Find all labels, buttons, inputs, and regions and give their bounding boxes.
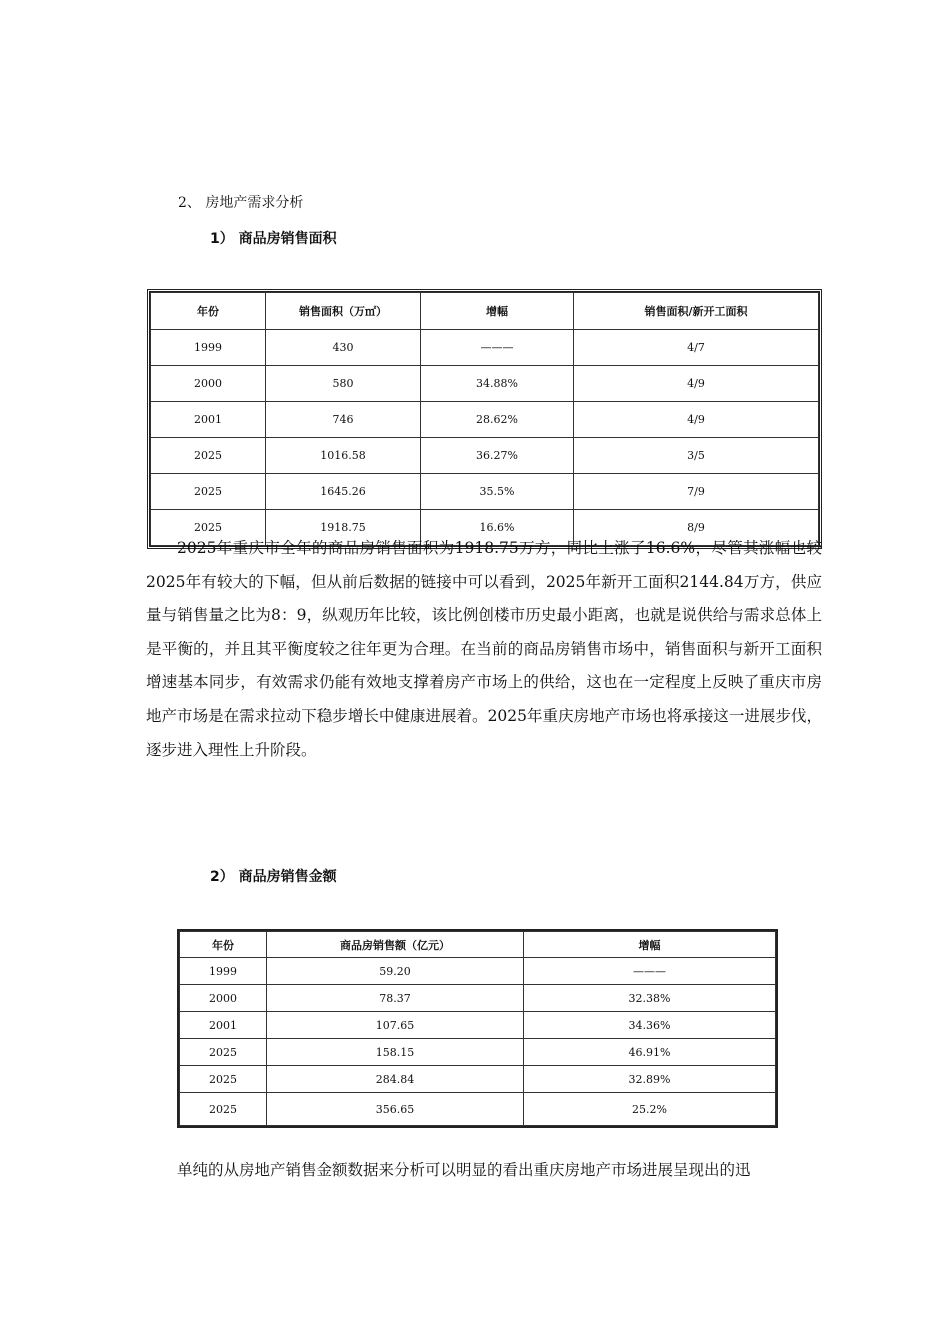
cell-sales-amount: 59.20 xyxy=(267,958,524,985)
cell-growth: 32.89% xyxy=(524,1066,776,1093)
cell-growth: 16.6% xyxy=(421,510,574,546)
cell-sales-area: 1016.58 xyxy=(266,438,421,474)
table-row xyxy=(180,958,776,985)
cell-year: 1999 xyxy=(180,958,267,985)
cell-year: 2025 xyxy=(151,474,266,510)
cell-sales-amount: 158.15 xyxy=(267,1039,524,1066)
cell-year: 1999 xyxy=(151,330,266,366)
cell-growth: 32.38% xyxy=(524,985,776,1012)
section-heading: 2、 房地产需求分析 xyxy=(178,195,304,211)
table-row xyxy=(151,330,819,366)
cell-growth: 28.62% xyxy=(421,402,574,438)
table-row xyxy=(180,985,776,1012)
sales-amount-table-frame xyxy=(177,929,778,1128)
cell-sales-amount: 356.65 xyxy=(267,1093,524,1126)
table-row xyxy=(180,1039,776,1066)
analysis-paragraph-2: 单纯的从房地产销售金额数据来分析可以明显的看出重庆房地产市场进展呈现出的迅 xyxy=(177,1161,751,1179)
cell-growth: 34.36% xyxy=(524,1012,776,1039)
cell-growth: 36.27% xyxy=(421,438,574,474)
table-row xyxy=(151,366,819,402)
cell-ratio: 8/9 xyxy=(574,510,819,546)
table-row xyxy=(151,402,819,438)
cell-sales-area: 746 xyxy=(266,402,421,438)
table-row xyxy=(151,474,819,510)
cell-sales-amount: 107.65 xyxy=(267,1012,524,1039)
cell-year: 2025 xyxy=(151,510,266,546)
table-row xyxy=(180,1093,776,1126)
table1-title: 1） 商品房销售面积 xyxy=(210,231,337,247)
header-year: 年份 xyxy=(180,932,267,958)
table-header-row xyxy=(180,932,776,958)
cell-year: 2000 xyxy=(180,985,267,1012)
cell-year: 2025 xyxy=(180,1093,267,1126)
analysis-paragraph-1: 2025年重庆市全年的商品房销售面积为1918.75万方，同比上涨了16.6%，尽管其涨幅也较2025年有较大的下幅，但从前后数据的链接中可以看到，2025年新开工面积2144.84万方，供应量与销售量之比为8：9，纵观历年比较，该比例创楼市历史最小距离，也就是说供给与需求总体上是平衡的，并且其平衡度较之往年更为合理。在当前的商品房销售市场中，销售面积与新开工面积增速基本同步，有效需求仍能有效地支撑着房产市场上的供给，这也在一定程度上反映了重庆市房地产市场是在需求拉动下稳步增长中健康进展着。2025年重庆房地产市场也将承接这一进展步伐，逐步进入理性上升阶段。 xyxy=(146,539,822,759)
cell-sales-area: 1645.26 xyxy=(266,474,421,510)
cell-growth: 35.5% xyxy=(421,474,574,510)
cell-ratio: 7/9 xyxy=(574,474,819,510)
cell-year: 2001 xyxy=(151,402,266,438)
sales-area-table xyxy=(150,292,819,546)
cell-year: 2025 xyxy=(151,438,266,474)
cell-year: 2025 xyxy=(180,1039,267,1066)
header-sales-area: 销售面积（万㎡） xyxy=(266,293,421,330)
header-sales-amount: 商品房销售额（亿元） xyxy=(267,932,524,958)
cell-sales-area: 430 xyxy=(266,330,421,366)
cell-sales-area: 580 xyxy=(266,366,421,402)
table-header-row xyxy=(151,293,819,330)
cell-ratio: 4/9 xyxy=(574,366,819,402)
cell-year: 2025 xyxy=(180,1066,267,1093)
table-row xyxy=(180,1012,776,1039)
cell-ratio: 4/7 xyxy=(574,330,819,366)
cell-sales-area: 1918.75 xyxy=(266,510,421,546)
cell-ratio: 3/5 xyxy=(574,438,819,474)
header-growth: 增幅 xyxy=(421,293,574,330)
sales-amount-table xyxy=(179,931,776,1126)
cell-year: 2001 xyxy=(180,1012,267,1039)
cell-sales-amount: 78.37 xyxy=(267,985,524,1012)
cell-growth: ——— xyxy=(524,958,776,985)
cell-sales-amount: 284.84 xyxy=(267,1066,524,1093)
cell-growth: 46.91% xyxy=(524,1039,776,1066)
header-year: 年份 xyxy=(151,293,266,330)
cell-growth: 34.88% xyxy=(421,366,574,402)
cell-growth: ——— xyxy=(421,330,574,366)
cell-year: 2000 xyxy=(151,366,266,402)
table2-title: 2） 商品房销售金额 xyxy=(210,869,337,885)
cell-growth: 25.2% xyxy=(524,1093,776,1126)
table-row xyxy=(180,1066,776,1093)
cell-ratio: 4/9 xyxy=(574,402,819,438)
table-row xyxy=(151,438,819,474)
header-growth: 增幅 xyxy=(524,932,776,958)
sales-area-table-frame xyxy=(147,289,822,549)
header-ratio: 销售面积/新开工面积 xyxy=(574,293,819,330)
